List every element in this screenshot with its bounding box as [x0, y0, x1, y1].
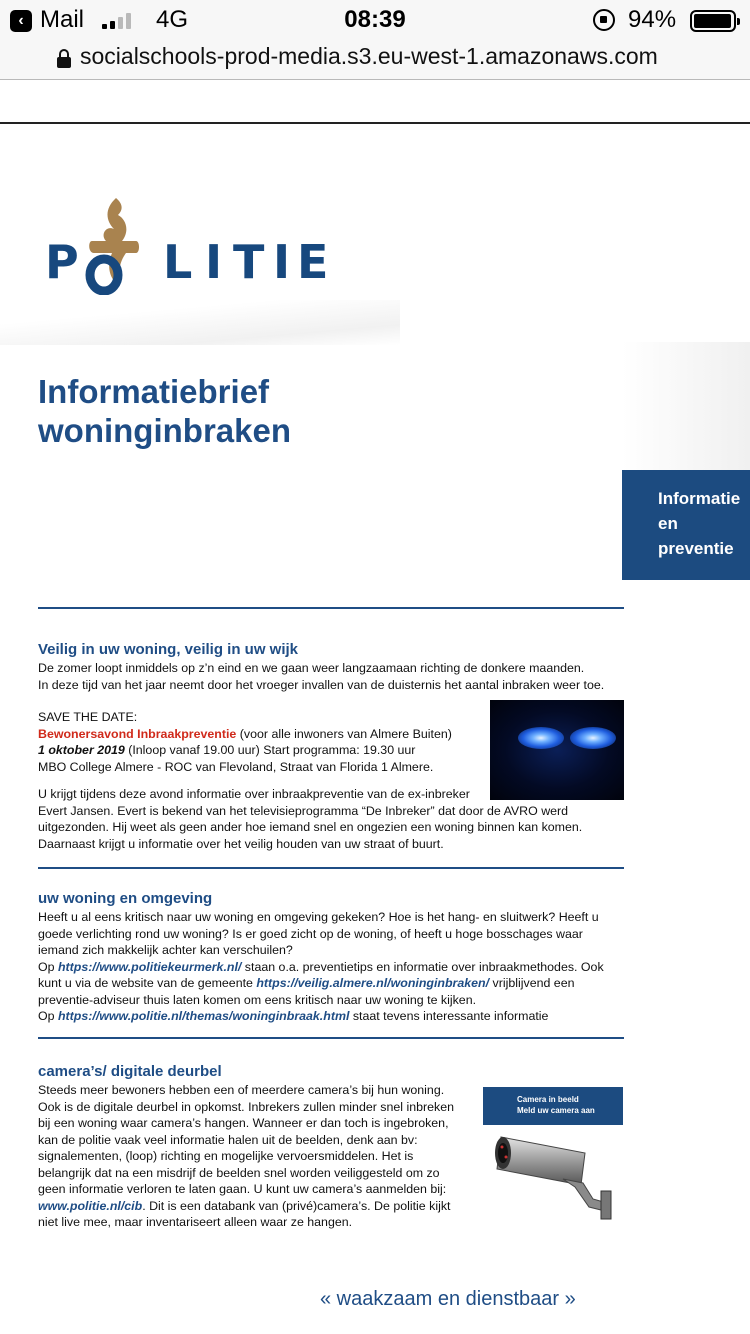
camera-banner — [483, 1087, 623, 1125]
lock-icon — [57, 49, 71, 69]
police-lights-image — [490, 700, 624, 800]
section1-details — [38, 786, 582, 852]
header-divider-shadow — [0, 300, 400, 345]
document-title — [38, 372, 291, 450]
section-divider — [38, 607, 624, 609]
text-line: Ook is de digitale deurbel in opkomst. Inbrekers zullen minder snel inbreken — [38, 1099, 454, 1114]
text-fragment: Op — [38, 1009, 58, 1023]
logo-letter: E — [297, 235, 329, 289]
link-politiekeurmerk[interactable]: https://www.politiekeurmerk.nl/ — [57, 959, 242, 974]
info-side-box — [622, 470, 750, 580]
side-box-line: preventie — [658, 539, 734, 558]
back-to-app-icon[interactable]: ‹ — [10, 10, 32, 32]
back-app-label[interactable]: Mail — [40, 6, 85, 33]
logo-letter: I — [273, 235, 291, 289]
save-the-date: SAVE THE DATE: — [38, 710, 138, 724]
security-camera-icon — [493, 1127, 623, 1222]
url-text[interactable]: socialschools-prod-media.s3.eu-west-1.amazonaws.com — [80, 43, 658, 69]
text-line: kan de politie vaak veel informatie halen uit de beelden, denk aan bv: — [38, 1132, 418, 1147]
text-line: goede verlichting rond uw woning? Is er goed zicht op de woning, of heeft u hoge bosschages waar — [38, 926, 583, 941]
text-fragment: vrijblijvend een — [489, 976, 575, 990]
section-divider — [38, 1037, 624, 1039]
text-line: iemand zich makkelijk achter kan verschuilen? — [38, 943, 293, 957]
text-line: In deze tijd van het jaar neemt door het vroeger invallen van de duisternis het aantal inbraken weer toe. — [38, 677, 605, 692]
document-top-border — [0, 122, 750, 124]
text-fragment: staat tevens interessante informatie — [349, 1009, 549, 1023]
link-politie-cib[interactable]: www.politie.nl/cib — [38, 1198, 143, 1213]
battery-icon — [690, 10, 736, 32]
text-line: Daarnaast krijgt u informatie over het veilig houden van uw straat of buurt. — [38, 836, 444, 851]
text-fragment: . Dit is een databank van (privé)camera’s. De politie kijkt — [142, 1198, 451, 1213]
link-veilig-almere[interactable]: https://veilig.almere.nl/woninginbraken/ — [256, 976, 490, 990]
side-panel-fade — [622, 342, 750, 470]
section3-text — [38, 1082, 454, 1231]
text-line: preventie-adviseur thuis laten komen om eens kritisch naar uw woning te kijken. — [38, 992, 477, 1007]
text-line: geen informatie verloren te laten gaan. U kunt uw camera’s aanmelden bij: — [38, 1182, 447, 1196]
banner-line: Meld uw camera aan — [517, 1106, 595, 1115]
logo-letter: I — [205, 235, 223, 289]
title-line: Informatiebrief — [38, 373, 270, 410]
logo-letter: P — [45, 235, 79, 289]
event-date: 1 oktober 2019 — [38, 743, 125, 757]
section1-intro — [38, 660, 604, 693]
text-fragment: Op — [38, 959, 58, 974]
text-line: U krijgt tijdens deze avond informatie over inbraakpreventie van de ex-inbreker — [38, 787, 470, 801]
title-line: woninginbraken — [38, 412, 292, 449]
rotation-lock-icon — [593, 9, 615, 31]
event-block — [38, 709, 452, 775]
text-line: signalementen, (loop) richting en mogelijke vervoersmiddelen. Het is — [38, 1149, 414, 1163]
link-politie-woninginbraak[interactable]: https://www.politie.nl/themas/woninginbraak.html — [57, 1009, 350, 1023]
text-line: Heeft u al eens kritisch naar uw woning en omgeving gekeken? Hoe is het hang- en sluitwerk? Heeft u — [38, 910, 599, 924]
event-time: (Inloop vanaf 19.00 uur) Start programma: 19.30 uur — [124, 743, 416, 757]
police-emblem-icon — [82, 195, 144, 295]
section2-text — [38, 909, 604, 1025]
text-line: De zomer loopt inmiddels op z’n eind en we gaan weer langzaamaan richting de donkere maanden. — [38, 661, 585, 675]
event-audience: (voor alle inwoners van Almere Buiten) — [236, 726, 452, 741]
section-title-woning: uw woning en omgeving — [38, 890, 213, 907]
side-box-line: Informatie — [658, 489, 741, 508]
text-line: belangrijk dat na een misdrijf de beelden snel worden veiliggesteld om zo — [38, 1165, 440, 1180]
side-box-line: en — [658, 514, 678, 533]
section-title-veilig: Veilig in uw woning, veilig in uw wijk — [38, 641, 299, 658]
event-location: MBO College Almere - ROC van Flevoland, Straat van Florida 1 Almere. — [38, 759, 434, 774]
clock: 08:39 — [344, 6, 406, 33]
banner-line: Camera in beeld — [517, 1095, 579, 1104]
footer-slogan: « waakzaam en dienstbaar » — [320, 1288, 576, 1310]
text-line: bij een woning waar camera’s hangen. Wanneer er dan toch is ingebroken, — [38, 1116, 449, 1130]
camera-promo-image — [483, 1087, 623, 1222]
text-line: niet live mee, maar inventariseert alleen waar ze hangen. — [38, 1215, 353, 1229]
battery-percentage: 94% — [628, 6, 677, 33]
logo-letter: T — [233, 235, 265, 289]
text-line: Evert Jansen. Evert is bekend van het televisieprogramma “De Inbreker” dat door de AVRO werd — [38, 803, 569, 818]
network-type: 4G — [156, 6, 189, 33]
status-bar — [0, 0, 750, 40]
politie-logo — [45, 195, 335, 295]
text-fragment: kunt u via de website van de gemeente — [38, 976, 257, 990]
text-line: uitgezonden. Hij weet als geen ander hoe iemand snel en ongezien een woning binnen kan komen. — [38, 820, 583, 834]
text-fragment: staan o.a. preventietips en informatie over inbraakmethodes. Ook — [241, 959, 604, 974]
section-title-camera: camera’s/ digitale deurbel — [38, 1063, 222, 1080]
event-name: Bewonersavond Inbraakpreventie — [38, 726, 237, 741]
logo-letter: L — [163, 235, 193, 289]
address-bar[interactable] — [0, 40, 750, 80]
text-line: Steeds meer bewoners hebben een of meerdere camera’s bij hun woning. — [38, 1083, 445, 1097]
section-divider — [38, 867, 624, 869]
